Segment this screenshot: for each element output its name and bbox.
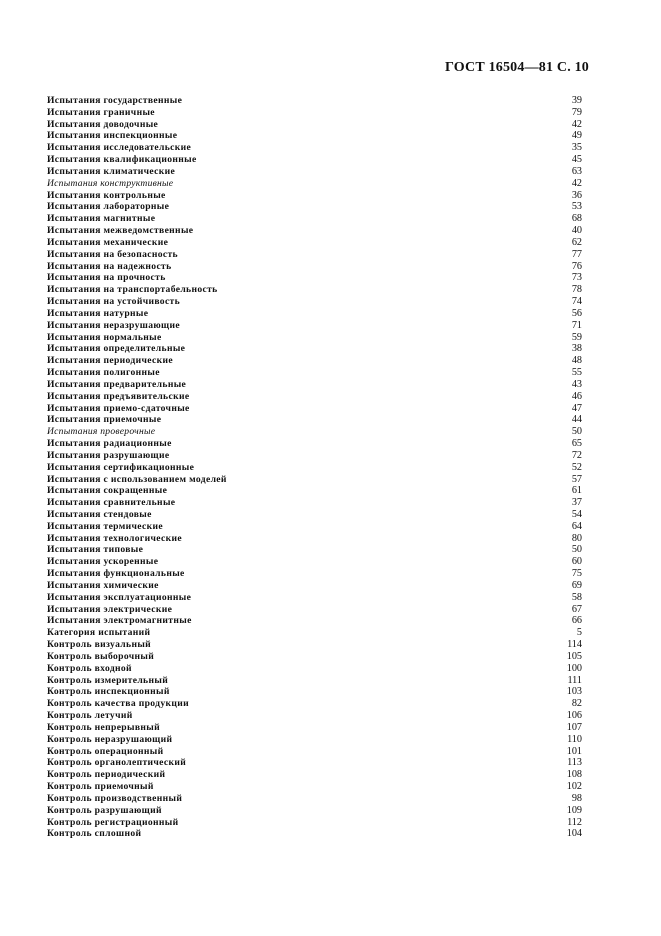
index-page-number: 62 [571, 236, 582, 248]
index-page-number: 54 [571, 508, 582, 520]
index-term: Испытания на прочность [47, 272, 166, 284]
index-entry [47, 769, 583, 781]
index-page-number: 64 [571, 520, 582, 532]
index-entry [47, 225, 583, 237]
index-entry [47, 119, 583, 131]
index-page-number: 109 [566, 804, 582, 816]
index-entry [47, 403, 583, 415]
index-entry [47, 142, 583, 154]
index-page-number: 61 [571, 485, 582, 497]
index-term: Контроль операционный [47, 745, 164, 757]
index-term: Контроль летучий [47, 710, 133, 722]
index-entry [47, 414, 583, 426]
index-page-number: 50 [571, 426, 582, 438]
index-page-number: 69 [571, 579, 582, 591]
index-entry [47, 627, 583, 639]
index-page-number: 36 [571, 189, 582, 201]
index-entry [47, 639, 583, 651]
index-term: Испытания сертификационные [47, 461, 195, 473]
index-term: Испытания нормальные [47, 331, 162, 343]
index-entry [47, 166, 583, 178]
index-term: Категория испытаний [47, 627, 151, 639]
index-term: Испытания доводочные [47, 118, 159, 130]
index-page-number: 75 [571, 568, 582, 580]
index-page-number: 48 [571, 355, 582, 367]
index-entry [47, 746, 583, 758]
index-page-number: 106 [566, 710, 582, 722]
index-entry [47, 793, 583, 805]
index-page-number: 43 [571, 378, 582, 390]
index-term: Контроль производственный [47, 792, 183, 804]
index-page-number: 111 [567, 674, 582, 686]
index-term: Испытания на устойчивость [47, 296, 181, 308]
index-page-number: 66 [571, 615, 582, 627]
index-term: Испытания ускоренные [47, 556, 159, 568]
index-entry [47, 533, 583, 545]
index-entry [47, 805, 583, 817]
term-index [47, 95, 583, 840]
index-page-number: 73 [571, 272, 582, 284]
index-entry [47, 568, 583, 580]
index-term: Испытания исследовательские [47, 142, 192, 154]
index-entry [47, 757, 583, 769]
index-page-number: 112 [567, 816, 582, 828]
index-page-number: 113 [567, 757, 582, 769]
index-term: Испытания на безопасность [47, 248, 178, 260]
index-entry [47, 284, 583, 296]
index-entry [47, 343, 583, 355]
index-term: Контроль измерительный [47, 674, 169, 686]
index-page-number: 35 [571, 142, 582, 154]
index-entry [47, 379, 583, 391]
index-term: Испытания радиационные [47, 438, 172, 450]
index-entry [47, 272, 583, 284]
index-page-number: 100 [566, 662, 582, 674]
index-page-number: 65 [571, 438, 582, 450]
index-term: Контроль приемочный [47, 781, 154, 793]
index-page-number: 68 [571, 213, 582, 225]
index-page-number: 72 [571, 449, 582, 461]
index-term: Испытания магнитные [47, 213, 156, 225]
index-term: Испытания приемо-сдаточные [47, 402, 190, 414]
index-term: Испытания конструктивные [47, 177, 174, 189]
index-page-number: 5 [576, 627, 582, 639]
index-entry [47, 201, 583, 213]
index-page-number: 57 [571, 473, 582, 485]
index-entry [47, 556, 583, 568]
index-page-number: 101 [566, 745, 582, 757]
index-term: Контроль визуальный [47, 639, 152, 651]
index-term: Испытания термические [47, 520, 163, 532]
index-term: Испытания стендовые [47, 508, 152, 520]
index-page-number: 80 [571, 532, 582, 544]
index-page-number: 98 [571, 792, 582, 804]
index-term: Испытания предварительные [47, 378, 187, 390]
index-term: Испытания полигонные [47, 367, 160, 379]
index-page-number: 42 [571, 118, 582, 130]
index-entry [47, 190, 583, 202]
index-page-number: 71 [571, 319, 582, 331]
index-page-number: 82 [571, 698, 582, 710]
index-page-number: 49 [571, 130, 582, 142]
index-page-number: 42 [571, 177, 582, 189]
index-term: Контроль входной [47, 662, 132, 674]
index-term: Контроль периодический [47, 769, 166, 781]
index-term: Испытания химические [47, 579, 159, 591]
index-term: Испытания на надежность [47, 260, 172, 272]
index-page-number: 47 [571, 402, 582, 414]
index-term: Испытания типовые [47, 544, 144, 556]
index-page-number: 110 [567, 733, 582, 745]
index-page-number: 53 [571, 201, 582, 213]
index-entry [47, 604, 583, 616]
index-term: Испытания технологические [47, 532, 182, 544]
index-entry [47, 651, 583, 663]
index-term: Контроль регистрационный [47, 816, 179, 828]
index-entry [47, 261, 583, 273]
index-term: Испытания периодические [47, 355, 173, 367]
index-term: Испытания электрические [47, 603, 173, 615]
index-entry [47, 722, 583, 734]
index-page-number: 67 [571, 603, 582, 615]
index-entry [47, 178, 583, 190]
index-term: Испытания разрушающие [47, 449, 170, 461]
index-page-number: 55 [571, 367, 582, 379]
index-page-number: 63 [571, 165, 582, 177]
index-term: Испытания неразрушающие [47, 319, 180, 331]
index-entry [47, 296, 583, 308]
index-entry [47, 130, 583, 142]
index-page-number: 39 [571, 95, 582, 106]
index-term: Испытания контрольные [47, 189, 166, 201]
index-page-number: 56 [571, 307, 582, 319]
index-page-number: 52 [571, 461, 582, 473]
index-entry [47, 675, 583, 687]
index-page-number: 108 [566, 769, 582, 781]
index-term: Контроль непрерывный [47, 721, 160, 733]
index-term: Контроль разрушающий [47, 804, 162, 816]
index-term: Испытания сравнительные [47, 497, 176, 509]
index-entry [47, 308, 583, 320]
index-page-number: 102 [566, 781, 582, 793]
index-entry [47, 710, 583, 722]
index-term: Испытания квалификационные [47, 154, 197, 166]
index-entry [47, 320, 583, 332]
index-term: Контроль неразрушающий [47, 733, 173, 745]
index-entry [47, 698, 583, 710]
index-entry [47, 367, 583, 379]
index-term: Испытания лабораторные [47, 201, 170, 213]
index-term: Испытания сокращенные [47, 485, 168, 497]
index-page-number: 59 [571, 331, 582, 343]
index-page-number: 74 [571, 296, 582, 308]
index-page-number: 77 [571, 248, 582, 260]
index-page-number: 76 [571, 260, 582, 272]
index-term: Испытания граничные [47, 106, 155, 118]
index-term: Испытания на транспортабельность [47, 284, 218, 296]
index-term: Испытания эксплуатационные [47, 591, 192, 603]
index-page-number: 38 [571, 343, 582, 355]
index-term: Контроль качества продукции [47, 698, 190, 710]
index-term: Испытания предъявительские [47, 390, 190, 402]
index-term: Испытания климатические [47, 165, 176, 177]
index-page-number: 58 [571, 591, 582, 603]
index-term: Испытания инспекционные [47, 130, 178, 142]
index-entry [47, 544, 583, 556]
index-page-number: 46 [571, 390, 582, 402]
index-entry [47, 450, 583, 462]
index-entry [47, 580, 583, 592]
index-entry [47, 509, 583, 521]
index-term: Испытания межведомственные [47, 225, 194, 237]
index-entry [47, 237, 583, 249]
index-entry [47, 332, 583, 344]
index-entry [47, 734, 583, 746]
index-term: Испытания механические [47, 236, 169, 248]
index-page-number: 37 [571, 497, 582, 509]
index-entry [47, 686, 583, 698]
index-term: Испытания определительные [47, 343, 186, 355]
index-term: Испытания функциональные [47, 568, 185, 580]
index-entry [47, 817, 583, 829]
index-page-number: 50 [571, 544, 582, 556]
index-term: Испытания приемочные [47, 414, 162, 426]
index-page-number: 78 [571, 284, 582, 296]
page-header: ГОСТ 16504—81 С. 10 [445, 60, 589, 75]
index-page-number: 114 [567, 639, 582, 651]
index-entry [47, 107, 583, 119]
index-entry [47, 497, 583, 509]
index-term: Контроль инспекционный [47, 686, 170, 698]
index-entry [47, 95, 583, 107]
index-entry [47, 154, 583, 166]
index-term: Испытания с использованием моделей [47, 473, 227, 485]
index-entry [47, 213, 583, 225]
index-page-number: 105 [566, 650, 582, 662]
index-term: Испытания электромагнитные [47, 615, 192, 627]
index-entry [47, 426, 583, 438]
index-entry [47, 828, 583, 840]
index-page-number: 104 [566, 828, 582, 840]
index-term: Испытания проверочные [47, 426, 156, 438]
index-entry [47, 391, 583, 403]
index-page-number: 60 [571, 556, 582, 568]
index-entry [47, 663, 583, 675]
index-term: Контроль выборочный [47, 650, 155, 662]
index-entry [47, 485, 583, 497]
index-term: Контроль сплошной [47, 828, 142, 840]
index-term: Испытания государственные [47, 95, 183, 106]
index-page-number: 103 [566, 686, 582, 698]
index-entry [47, 249, 583, 261]
index-entry [47, 355, 583, 367]
index-entry [47, 474, 583, 486]
index-entry [47, 781, 583, 793]
index-entry [47, 592, 583, 604]
index-page-number: 45 [571, 154, 582, 166]
index-page-number: 44 [571, 414, 582, 426]
index-page-number: 107 [566, 721, 582, 733]
index-entry [47, 438, 583, 450]
index-term: Контроль органолептический [47, 757, 187, 769]
index-entry [47, 521, 583, 533]
index-entry [47, 462, 583, 474]
index-page-number: 79 [571, 106, 582, 118]
index-term: Испытания натурные [47, 307, 149, 319]
index-entry [47, 615, 583, 627]
index-page-number: 40 [571, 225, 582, 237]
